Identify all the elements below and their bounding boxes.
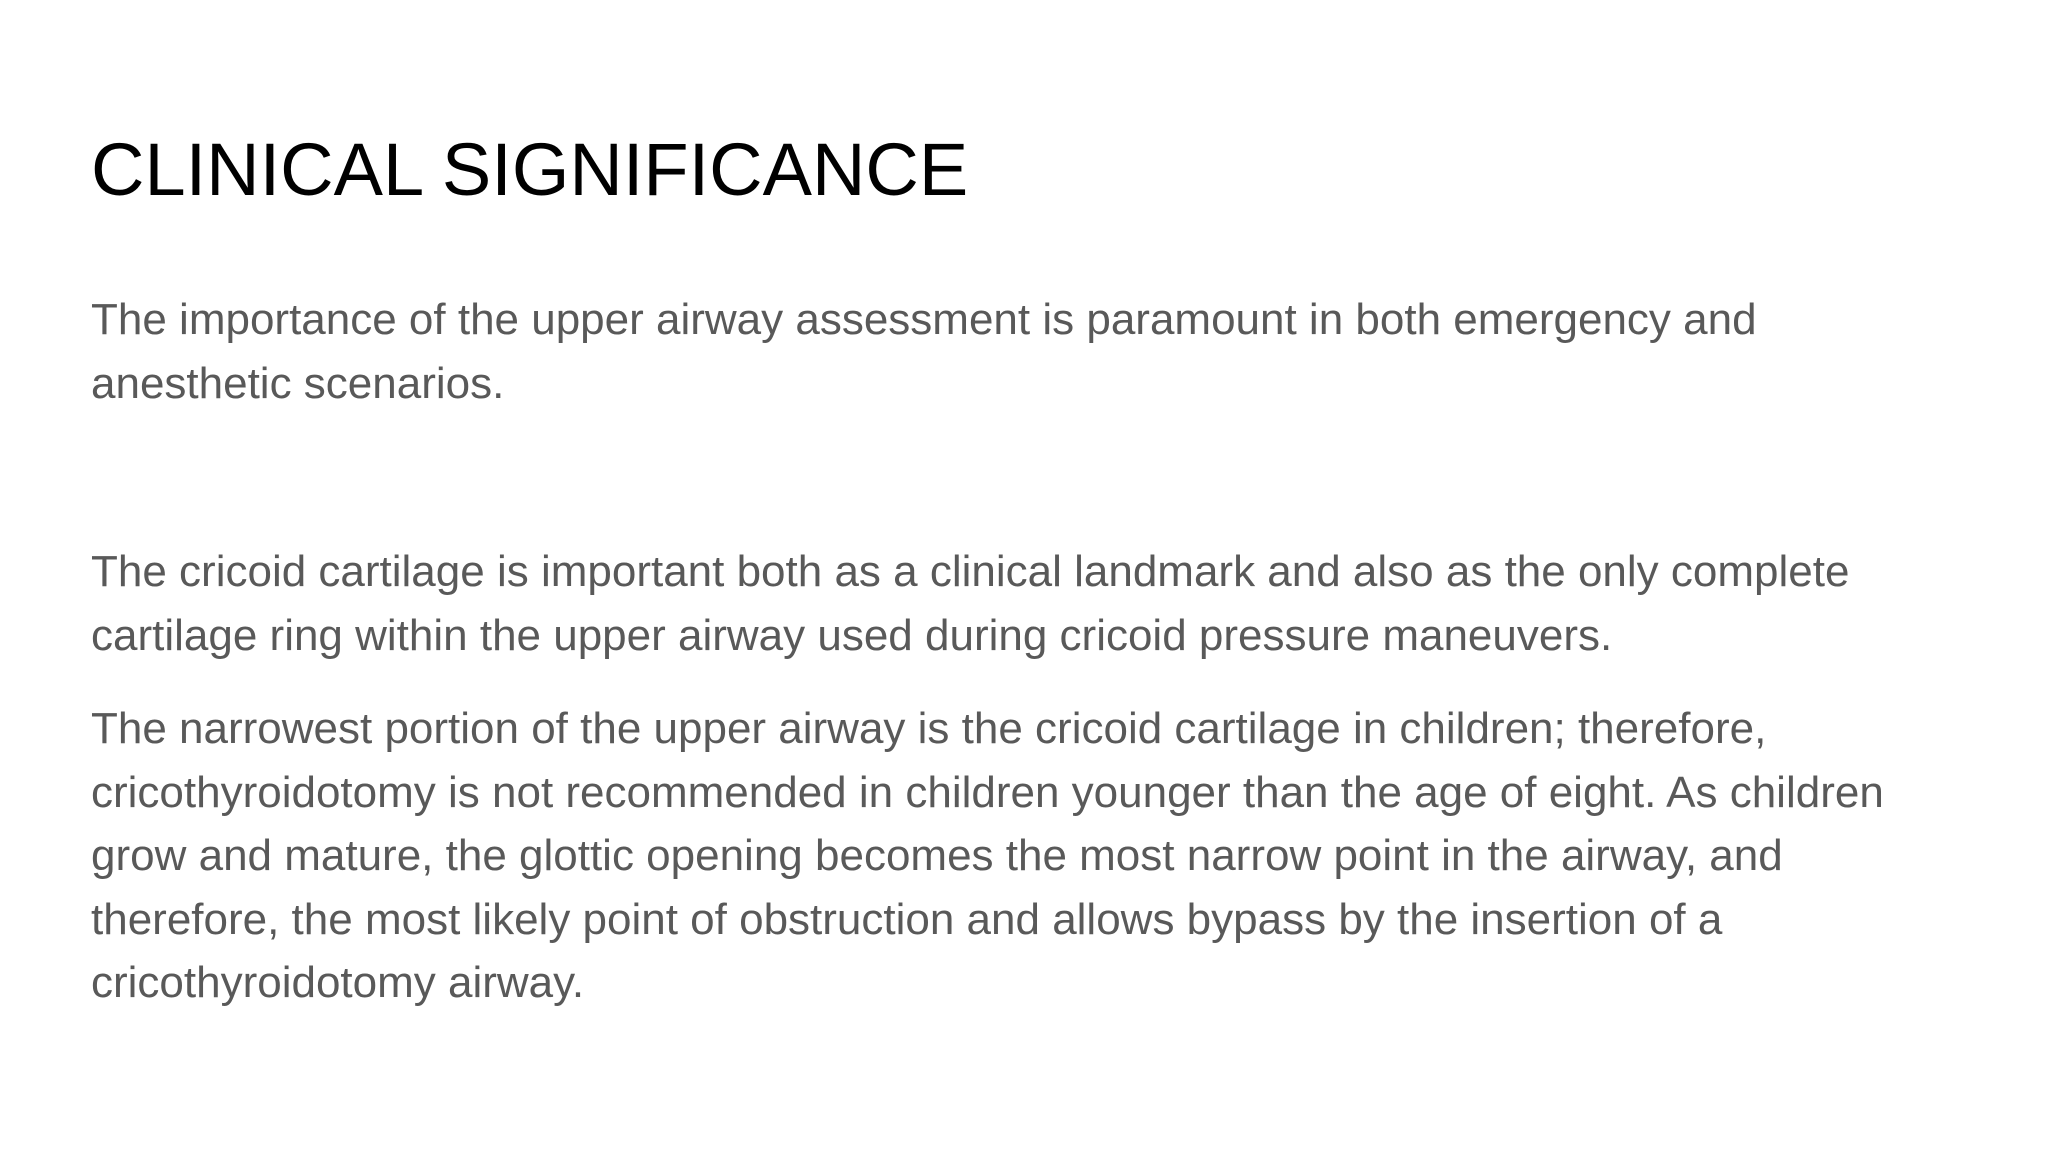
slide-title: CLINICAL SIGNIFICANCE: [91, 128, 969, 211]
text-line: cricothyroidotomy is not recommended in children younger than the age of eight. As children: [91, 767, 1884, 817]
text-line: The cricoid cartilage is important both as a clinical landmark and also as the only complete: [91, 547, 1850, 596]
text-line: The narrowest portion of the upper airway is the cricoid cartilage in children; therefore,: [91, 704, 1767, 753]
text-line: The importance of the upper airway assessment is paramount in both emergency and: [91, 295, 1757, 344]
paragraph-narrowest-portion: [91, 697, 1991, 1015]
slide-body: [91, 288, 1991, 1015]
paragraph-spacer: [91, 667, 1991, 697]
paragraph-cricoid-cartilage: [91, 540, 1991, 667]
paragraph-spacer: [91, 415, 1991, 540]
text-line: cartilage ring within the upper airway used during cricoid pressure maneuvers.: [91, 610, 1613, 660]
text-line: cricothyroidotomy airway.: [91, 958, 585, 1007]
text-line: grow and mature, the glottic opening becomes the most narrow point in the airway, and: [91, 831, 1783, 880]
text-line: anesthetic scenarios.: [91, 358, 505, 408]
paragraph-upper-airway-assessment: [91, 288, 1991, 415]
text-line: therefore, the most likely point of obstruction and allows bypass by the insertion of a: [91, 894, 1723, 944]
